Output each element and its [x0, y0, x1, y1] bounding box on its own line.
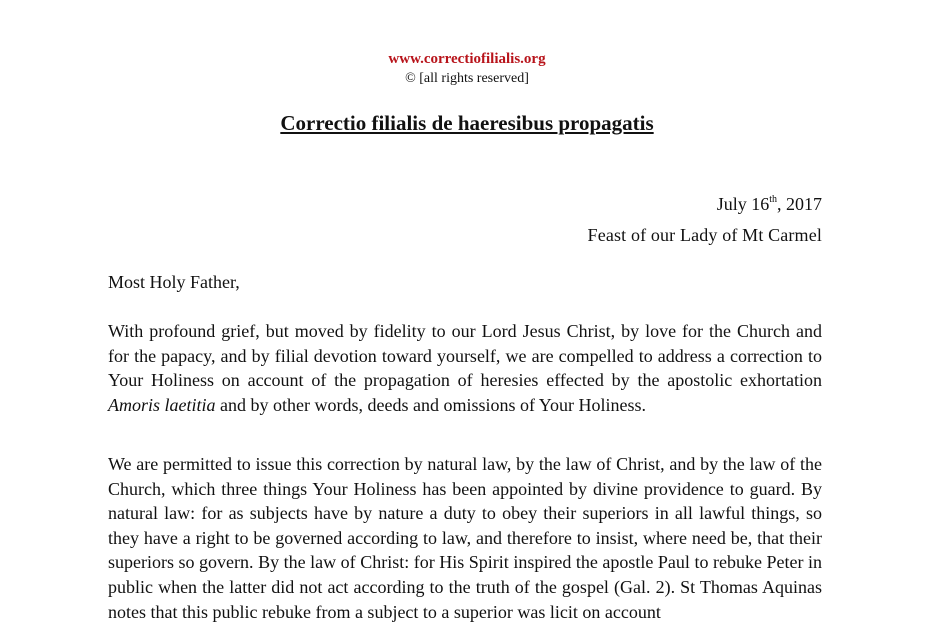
paragraph-2: We are permitted to issue this correction by natural law, by the law of Christ, and by the law of the Church, which three things Your Holiness has been appointed by divine providence to guard. By natural law: for as subjects have by nature a duty to obey their superiors in all lawful things, so they have a right to be governed according to law, and therefore to insist, where need be, that their superiors so govern. By the law of Christ: for His Spirit inspired the apostle Paul to rebuke Peter in public when the latter did not act according to the truth of the gospel (Gal. 2). St Thomas Aquinas notes that this public rebuke from a subject to a superior was licit on account	[108, 454, 822, 622]
paragraph-1	[108, 319, 822, 417]
date-suffix: th	[769, 194, 777, 205]
paragraph-1-italic: Amoris laetitia	[108, 394, 216, 415]
feast-day: Feast of our Lady of Mt Carmel	[587, 225, 822, 245]
salutation: Most Holy Father,	[108, 272, 240, 292]
copyright-notice: © [all rights reserved]	[405, 71, 529, 86]
date-main: July 16	[716, 194, 770, 214]
website-link[interactable]: www.correctiofilialis.org	[388, 51, 546, 67]
document-title: Correctio filialis de haeresibus propagatis	[280, 111, 654, 135]
date-year: , 2017	[777, 194, 822, 214]
paragraph-1-text-b: and by other words, deeds and omissions of Your Holiness.	[215, 394, 646, 415]
document-date	[717, 194, 822, 215]
paragraph-1-text-a: With profound grief, but moved by fidelity to our Lord Jesus Christ, by love for the Church and for the papacy, and by filial devotion toward yourself, we are compelled to address a correction to Your Holiness on account of the propagation of heresies effected by the apostolic exhortation	[108, 321, 822, 391]
